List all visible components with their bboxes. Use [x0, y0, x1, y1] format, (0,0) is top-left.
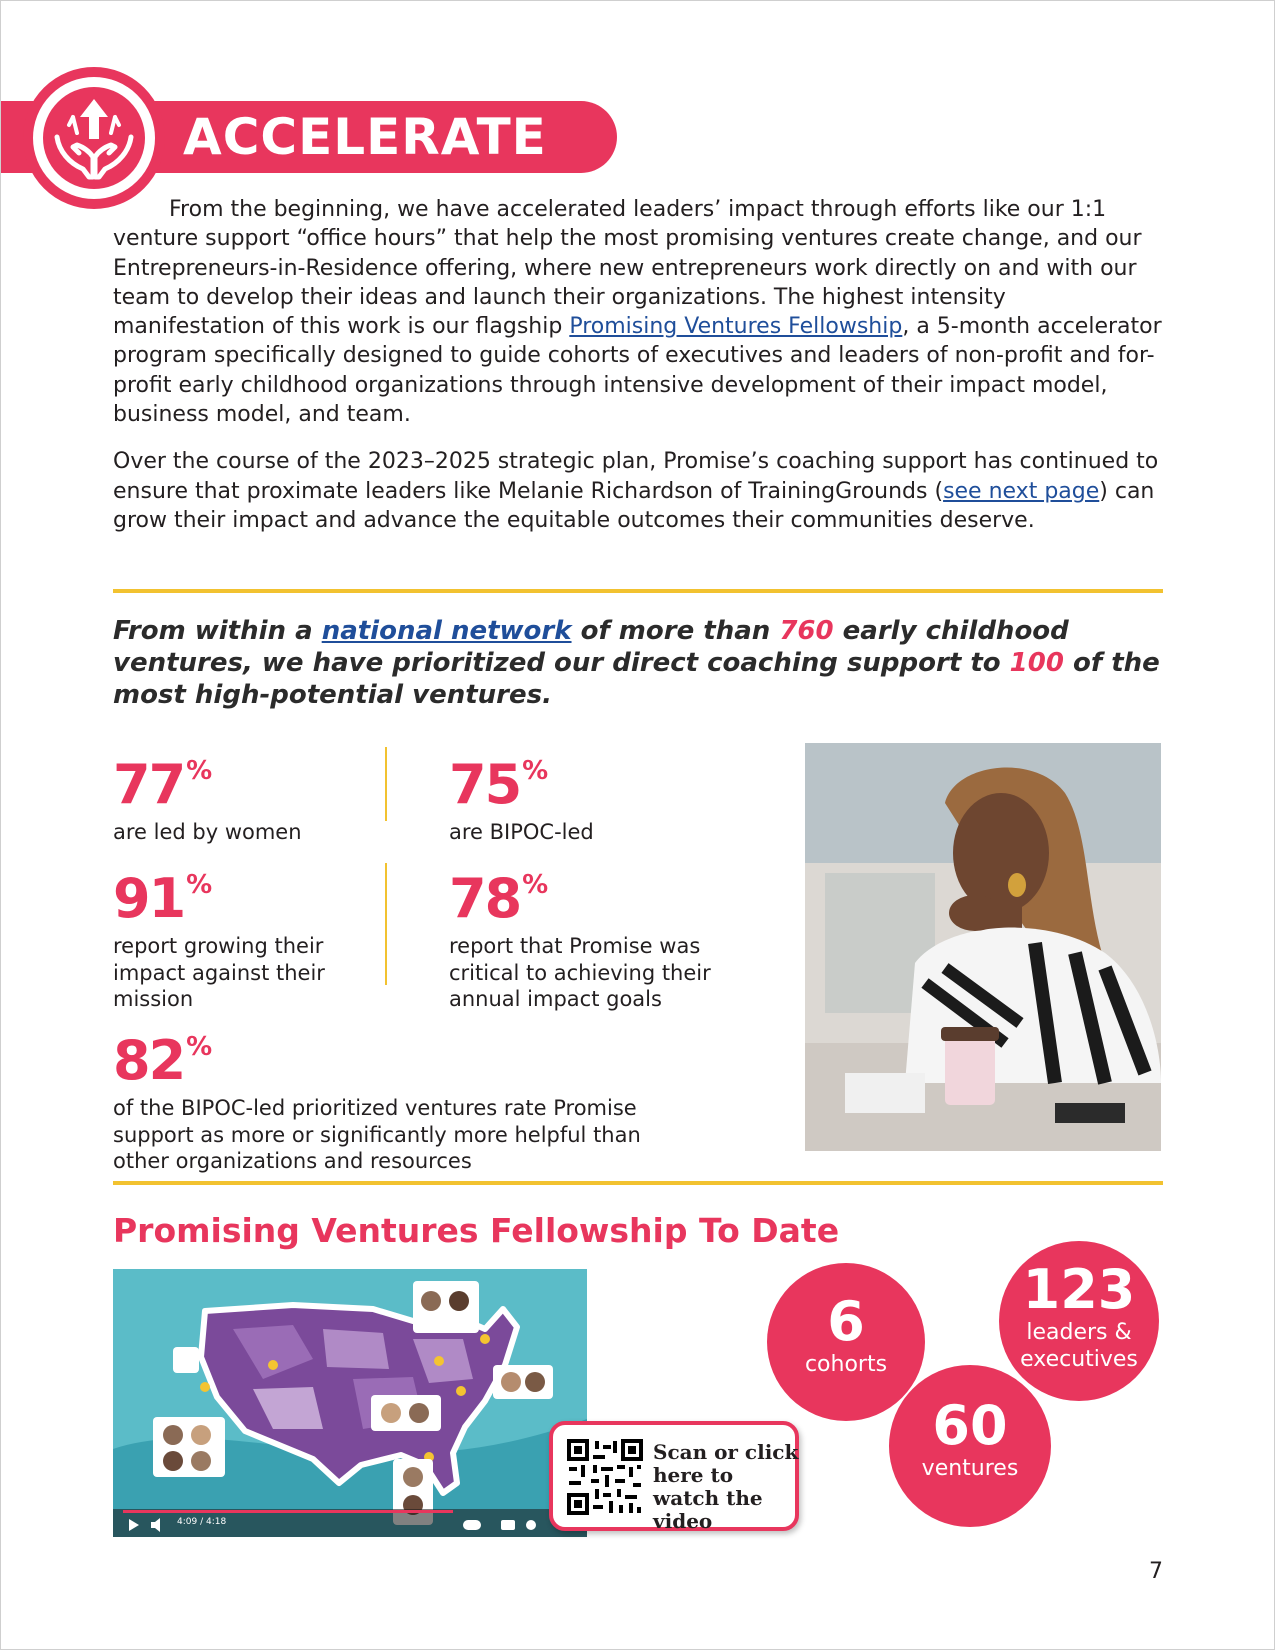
- national-network-link[interactable]: national network: [321, 616, 572, 646]
- stat-value: 91%: [113, 867, 213, 930]
- stat-circle-ventures: [889, 1365, 1051, 1527]
- stat-label: report growing their impact against their mission: [113, 934, 325, 1011]
- stat-value: 77%: [113, 753, 213, 816]
- intro-paragraph-2: [113, 447, 1163, 535]
- header-badge: [23, 67, 165, 209]
- intro-p2-text-a: Over the course of the 2023–2025 strategic plan, Promise’s coaching support has continued to ensure that proximate leaders like Melanie Richardson of TrainingGrounds (: [113, 449, 1159, 504]
- intro-paragraph-1: [113, 195, 1163, 429]
- circle-value: 123: [1022, 1258, 1136, 1321]
- stat-value: 75%: [449, 753, 549, 816]
- fellowship-video[interactable]: [113, 1269, 587, 1537]
- promising-ventures-fellowship-link[interactable]: Promising Ventures Fellowship: [569, 314, 903, 340]
- stat-value: 78%: [449, 867, 549, 930]
- network-count: 760: [779, 616, 834, 646]
- stat-bipoc-led: [449, 743, 749, 846]
- hands-arrow-up-icon: [43, 87, 145, 189]
- video-timestamp: 4:09 / 4:18: [177, 1517, 227, 1527]
- qr-caption: Scan or click here to watch the video: [653, 1440, 799, 1533]
- stat-value: 82%: [113, 1029, 213, 1092]
- circle-value: 6: [827, 1290, 865, 1353]
- page-number: 7: [1149, 1559, 1163, 1584]
- fellowship-title: Promising Ventures Fellowship To Date: [113, 1211, 840, 1250]
- circle-value: 60: [932, 1394, 1008, 1457]
- network-statement: [113, 615, 1173, 711]
- intro-p2-text-b: ) can grow their impact and advance the equitable outcomes their communities deserve.: [113, 478, 1155, 533]
- stat-label: are led by women: [113, 820, 302, 844]
- stat-divider-2: [385, 863, 387, 985]
- stat-bipoc-rating: [113, 1019, 653, 1175]
- circle-label: leaders & executives: [1020, 1320, 1138, 1372]
- intro-p1-text-b: , a 5-month accelerator program specifically designed to guide cohorts of executives and leaders of non-profit and for-profit early childhood organizations through intensive development of their impact model, business model, and team.: [113, 314, 1162, 428]
- stat-circle-leaders: [999, 1241, 1159, 1401]
- leader-photo: [805, 743, 1161, 1151]
- intro-text: [113, 195, 1163, 535]
- divider-rule-top: [113, 589, 1163, 593]
- divider-rule-bottom: [113, 1181, 1163, 1185]
- stat-growing-impact: [113, 857, 343, 1013]
- stat-label: report that Promise was critical to achieving their annual impact goals: [449, 934, 711, 1011]
- see-next-page-link[interactable]: see next page: [943, 478, 1100, 504]
- stat-divider-1: [385, 747, 387, 821]
- qr-code-icon: [567, 1439, 643, 1515]
- stat-label: are BIPOC-led: [449, 820, 594, 844]
- stat-critical-support: [449, 857, 749, 1013]
- lead-text-4: of the most high-potential ventures.: [113, 648, 1160, 710]
- lead-text-3: early childhood ventures, we have prioritized our direct coaching support to: [113, 616, 1069, 678]
- intro-p1-text-a: From the beginning, we have accelerated leaders’ impact through efforts like our 1:1 venture support “office hours” that help the most promising ventures create change, and our Entrepreneurs-in-Residence offering, where new entrepreneurs work directly on and with our team to develop their ideas and launch their organizations. The highest intensity manifestation of this work is our flagship: [113, 197, 1142, 340]
- circle-label: cohorts: [804, 1352, 888, 1377]
- stat-label: of the BIPOC-led prioritized ventures rate Promise support as more or significantly more helpful than other organizations and resources: [113, 1096, 641, 1173]
- qr-watch-video[interactable]: [549, 1421, 799, 1531]
- page-title: ACCELERATE: [183, 108, 547, 166]
- stat-women-led: [113, 743, 373, 846]
- lead-text-2: of more than: [571, 616, 780, 646]
- prioritized-count: 100: [1009, 648, 1064, 678]
- circle-label: ventures: [921, 1456, 1019, 1481]
- lead-text-1: From within a: [113, 616, 322, 646]
